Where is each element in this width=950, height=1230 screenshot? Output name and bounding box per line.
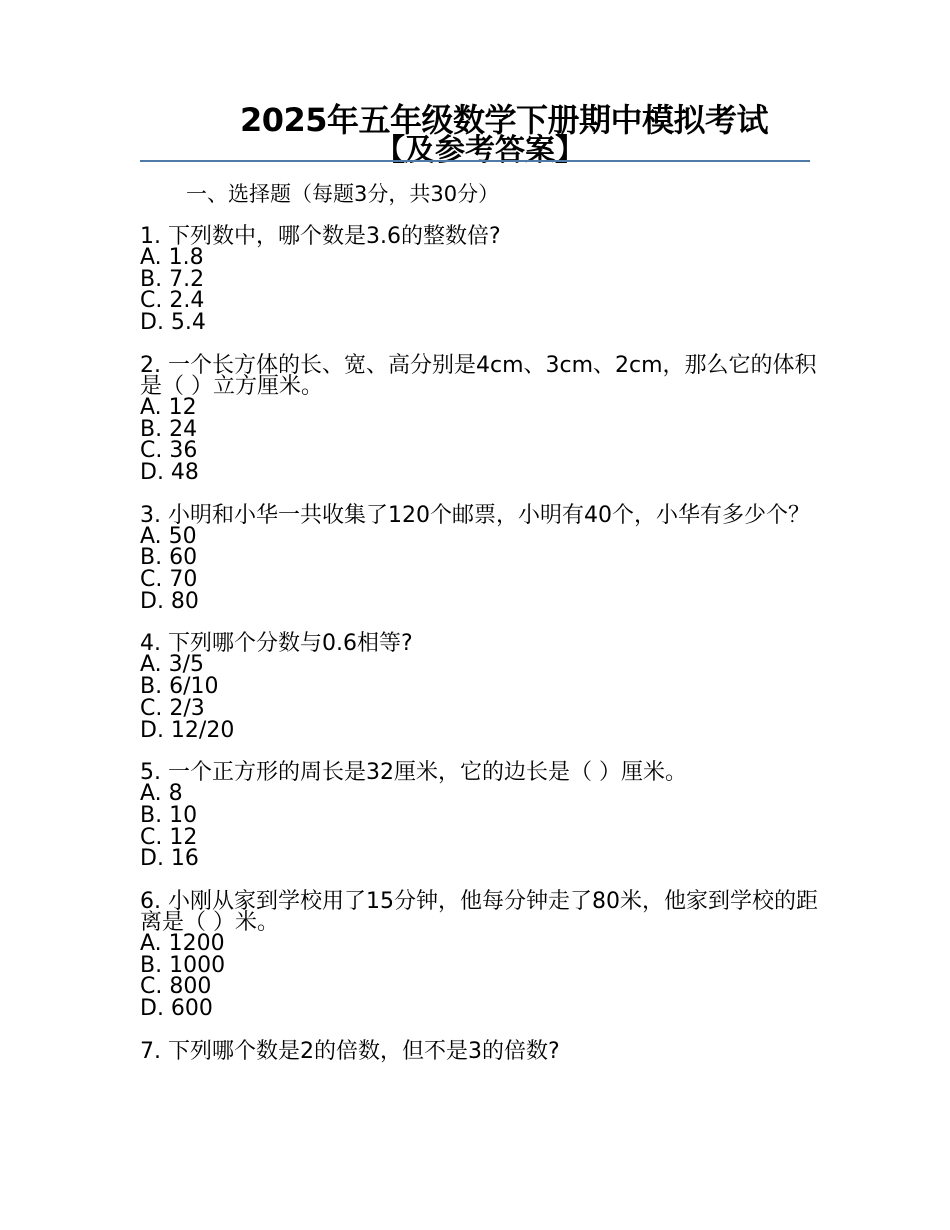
option-d: D. 12/20: [140, 717, 235, 743]
title-line-1: 2025年五年级数学下册期中模拟考试: [239, 101, 769, 139]
option-a: A. 8: [140, 781, 183, 807]
option-d: D. 16: [140, 846, 199, 872]
option-c: C. 2/3: [140, 695, 205, 721]
option-c: C. 70: [140, 567, 198, 593]
option-a: A. 50: [140, 523, 197, 549]
option-c: C. 36: [140, 438, 198, 464]
question-1: [140, 226, 820, 334]
question-stem: 4. 下列哪个分数与0.6相等?: [140, 631, 413, 657]
option-c: C. 2.4: [140, 288, 205, 314]
title-line-2: 【及参考答案】: [375, 133, 585, 168]
option-c: C. 800: [140, 974, 212, 1000]
question-5: [140, 762, 820, 870]
question-stem: 3. 小明和小华一共收集了120个邮票，小明有40个，小华有多少个？: [140, 502, 810, 528]
question-3: [140, 502, 820, 614]
option-a: A. 1200: [140, 931, 225, 957]
option-d: D. 80: [140, 588, 199, 614]
option-a: A. 1.8: [140, 245, 204, 270]
question-list: [140, 226, 820, 1083]
question-stem: 1. 下列数中，哪个数是3.6的整数倍?: [140, 224, 501, 249]
option-b: B. 60: [140, 545, 198, 571]
option-b: B. 7.2: [140, 266, 205, 292]
question-4: [140, 633, 820, 741]
option-a: A. 12: [140, 394, 197, 420]
title-divider: [140, 160, 810, 162]
option-c: C. 12: [140, 824, 198, 850]
option-b: B. 24: [140, 416, 198, 442]
question-stem: 7. 下列哪个数是2的倍数，但不是3的倍数?: [140, 1038, 560, 1064]
question-6: [140, 891, 820, 1020]
question-2: [140, 352, 820, 485]
question-7: [140, 1038, 820, 1064]
option-a: A. 3/5: [140, 652, 205, 678]
question-stem: 2. 一个长方体的长、宽、高分别是4cm、3cm、2cm，那么它的体积是（ ）立方厘米。: [140, 352, 817, 399]
option-b: B. 6/10: [140, 674, 219, 700]
question-stem: 6. 小刚从家到学校用了15分钟，他每分钟走了80米，他家到学校的距离是（ ）米。: [140, 889, 818, 936]
option-d: D. 600: [140, 996, 213, 1022]
option-b: B. 10: [140, 802, 198, 828]
document-title: [140, 101, 810, 168]
section-heading: 一、选择题（每题3分，共30分）: [186, 182, 500, 206]
option-d: D. 5.4: [140, 310, 206, 336]
option-b: B. 1000: [140, 952, 226, 978]
question-stem: 5. 一个正方形的周长是32厘米，它的边长是（ ）厘米。: [140, 760, 687, 786]
option-d: D. 48: [140, 459, 199, 485]
